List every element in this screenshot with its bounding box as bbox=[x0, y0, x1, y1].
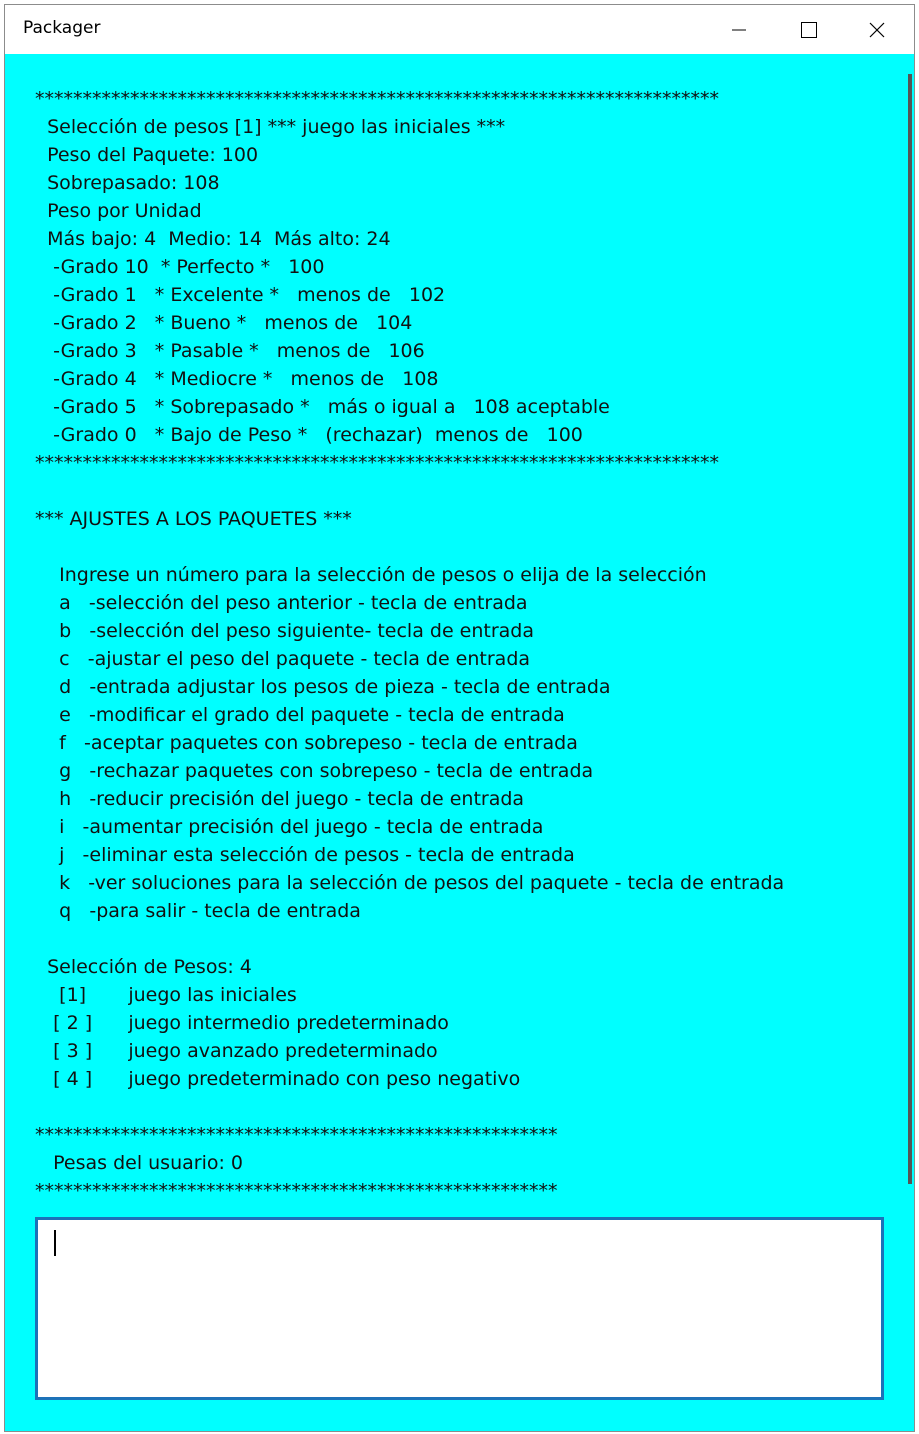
console-line: Peso por Unidad bbox=[35, 200, 202, 222]
console-line: -Grado 10 * Perfecto * 100 bbox=[35, 256, 325, 278]
console-line: b -selección del peso siguiente- tecla de entrada bbox=[35, 620, 535, 642]
console-line: a -selección del peso anterior - tecla de entrada bbox=[35, 592, 528, 614]
console-line: -Grado 5 * Sobrepasado * más o igual a 108 aceptable bbox=[35, 396, 610, 418]
console-line: ******************************************************* bbox=[35, 1180, 558, 1202]
console-line: Sobrepasado: 108 bbox=[35, 172, 220, 194]
console-line: -Grado 4 * Mediocre * menos de 108 bbox=[35, 368, 439, 390]
maximize-button[interactable] bbox=[786, 5, 832, 54]
console-line: *** AJUSTES A LOS PAQUETES *** bbox=[35, 508, 352, 530]
maximize-icon bbox=[801, 22, 817, 38]
console-line: Selección de Pesos: 4 bbox=[35, 956, 252, 978]
console-line: -Grado 0 * Bajo de Peso * (rechazar) menos de 100 bbox=[35, 424, 583, 446]
console-line: [1] juego las iniciales bbox=[35, 984, 297, 1006]
console-line: j -eliminar esta selección de pesos - tecla de entrada bbox=[35, 844, 575, 866]
title-bar bbox=[5, 5, 914, 54]
console-line: g -rechazar paquetes con sobrepeso - tecla de entrada bbox=[35, 760, 594, 782]
console-line bbox=[35, 925, 875, 953]
console-line: [ 4 ] juego predeterminado con peso negativo bbox=[35, 1068, 521, 1090]
console-line: Peso del Paquete: 100 bbox=[35, 144, 259, 166]
scrollbar[interactable] bbox=[908, 74, 912, 1184]
console-line: e -modificar el grado del paquete - tecla de entrada bbox=[35, 704, 565, 726]
console-area bbox=[5, 54, 914, 1431]
console-output bbox=[35, 85, 875, 1205]
console-line: i -aumentar precisión del juego - tecla de entrada bbox=[35, 816, 544, 838]
close-button[interactable] bbox=[854, 5, 900, 54]
console-line: c -ajustar el peso del paquete - tecla de entrada bbox=[35, 648, 531, 670]
console-line: Pesas del usuario: 0 bbox=[35, 1152, 244, 1174]
console-line: f -aceptar paquetes con sobrepeso - tecla de entrada bbox=[35, 732, 578, 754]
close-icon bbox=[869, 22, 885, 38]
console-line: d -entrada adjustar los pesos de pieza - tecla de entrada bbox=[35, 676, 611, 698]
console-line: ************************************************************************ bbox=[35, 88, 719, 110]
console-line: k -ver soluciones para la selección de pesos del paquete - tecla de entrada bbox=[35, 872, 785, 894]
console-line: q -para salir - tecla de entrada bbox=[35, 900, 361, 922]
console-line: ******************************************************* bbox=[35, 1124, 558, 1146]
minimize-button[interactable] bbox=[716, 5, 762, 54]
console-line: [ 2 ] juego intermedio predeterminado bbox=[35, 1012, 449, 1034]
console-line: Ingrese un número para la selección de pesos o elija de la selección bbox=[35, 564, 707, 586]
console-line bbox=[35, 477, 875, 505]
console-line: h -reducir precisión del juego - tecla de entrada bbox=[35, 788, 525, 810]
console-line: -Grado 3 * Pasable * menos de 106 bbox=[35, 340, 425, 362]
console-line: -Grado 1 * Excelente * menos de 102 bbox=[35, 284, 446, 306]
console-line bbox=[35, 1093, 875, 1121]
console-line: [ 3 ] juego avanzado predeterminado bbox=[35, 1040, 438, 1062]
console-line: Selección de pesos [1] *** juego las iniciales *** bbox=[35, 116, 506, 138]
console-line bbox=[35, 533, 875, 561]
window-title: Packager bbox=[23, 18, 101, 38]
text-caret bbox=[54, 1230, 56, 1256]
app-window bbox=[4, 4, 915, 1432]
console-line: ************************************************************************ bbox=[35, 452, 719, 474]
console-line: -Grado 2 * Bueno * menos de 104 bbox=[35, 312, 413, 334]
minimize-icon bbox=[731, 22, 747, 38]
command-input[interactable] bbox=[35, 1217, 884, 1400]
console-line: Más bajo: 4 Medio: 14 Más alto: 24 bbox=[35, 228, 391, 250]
